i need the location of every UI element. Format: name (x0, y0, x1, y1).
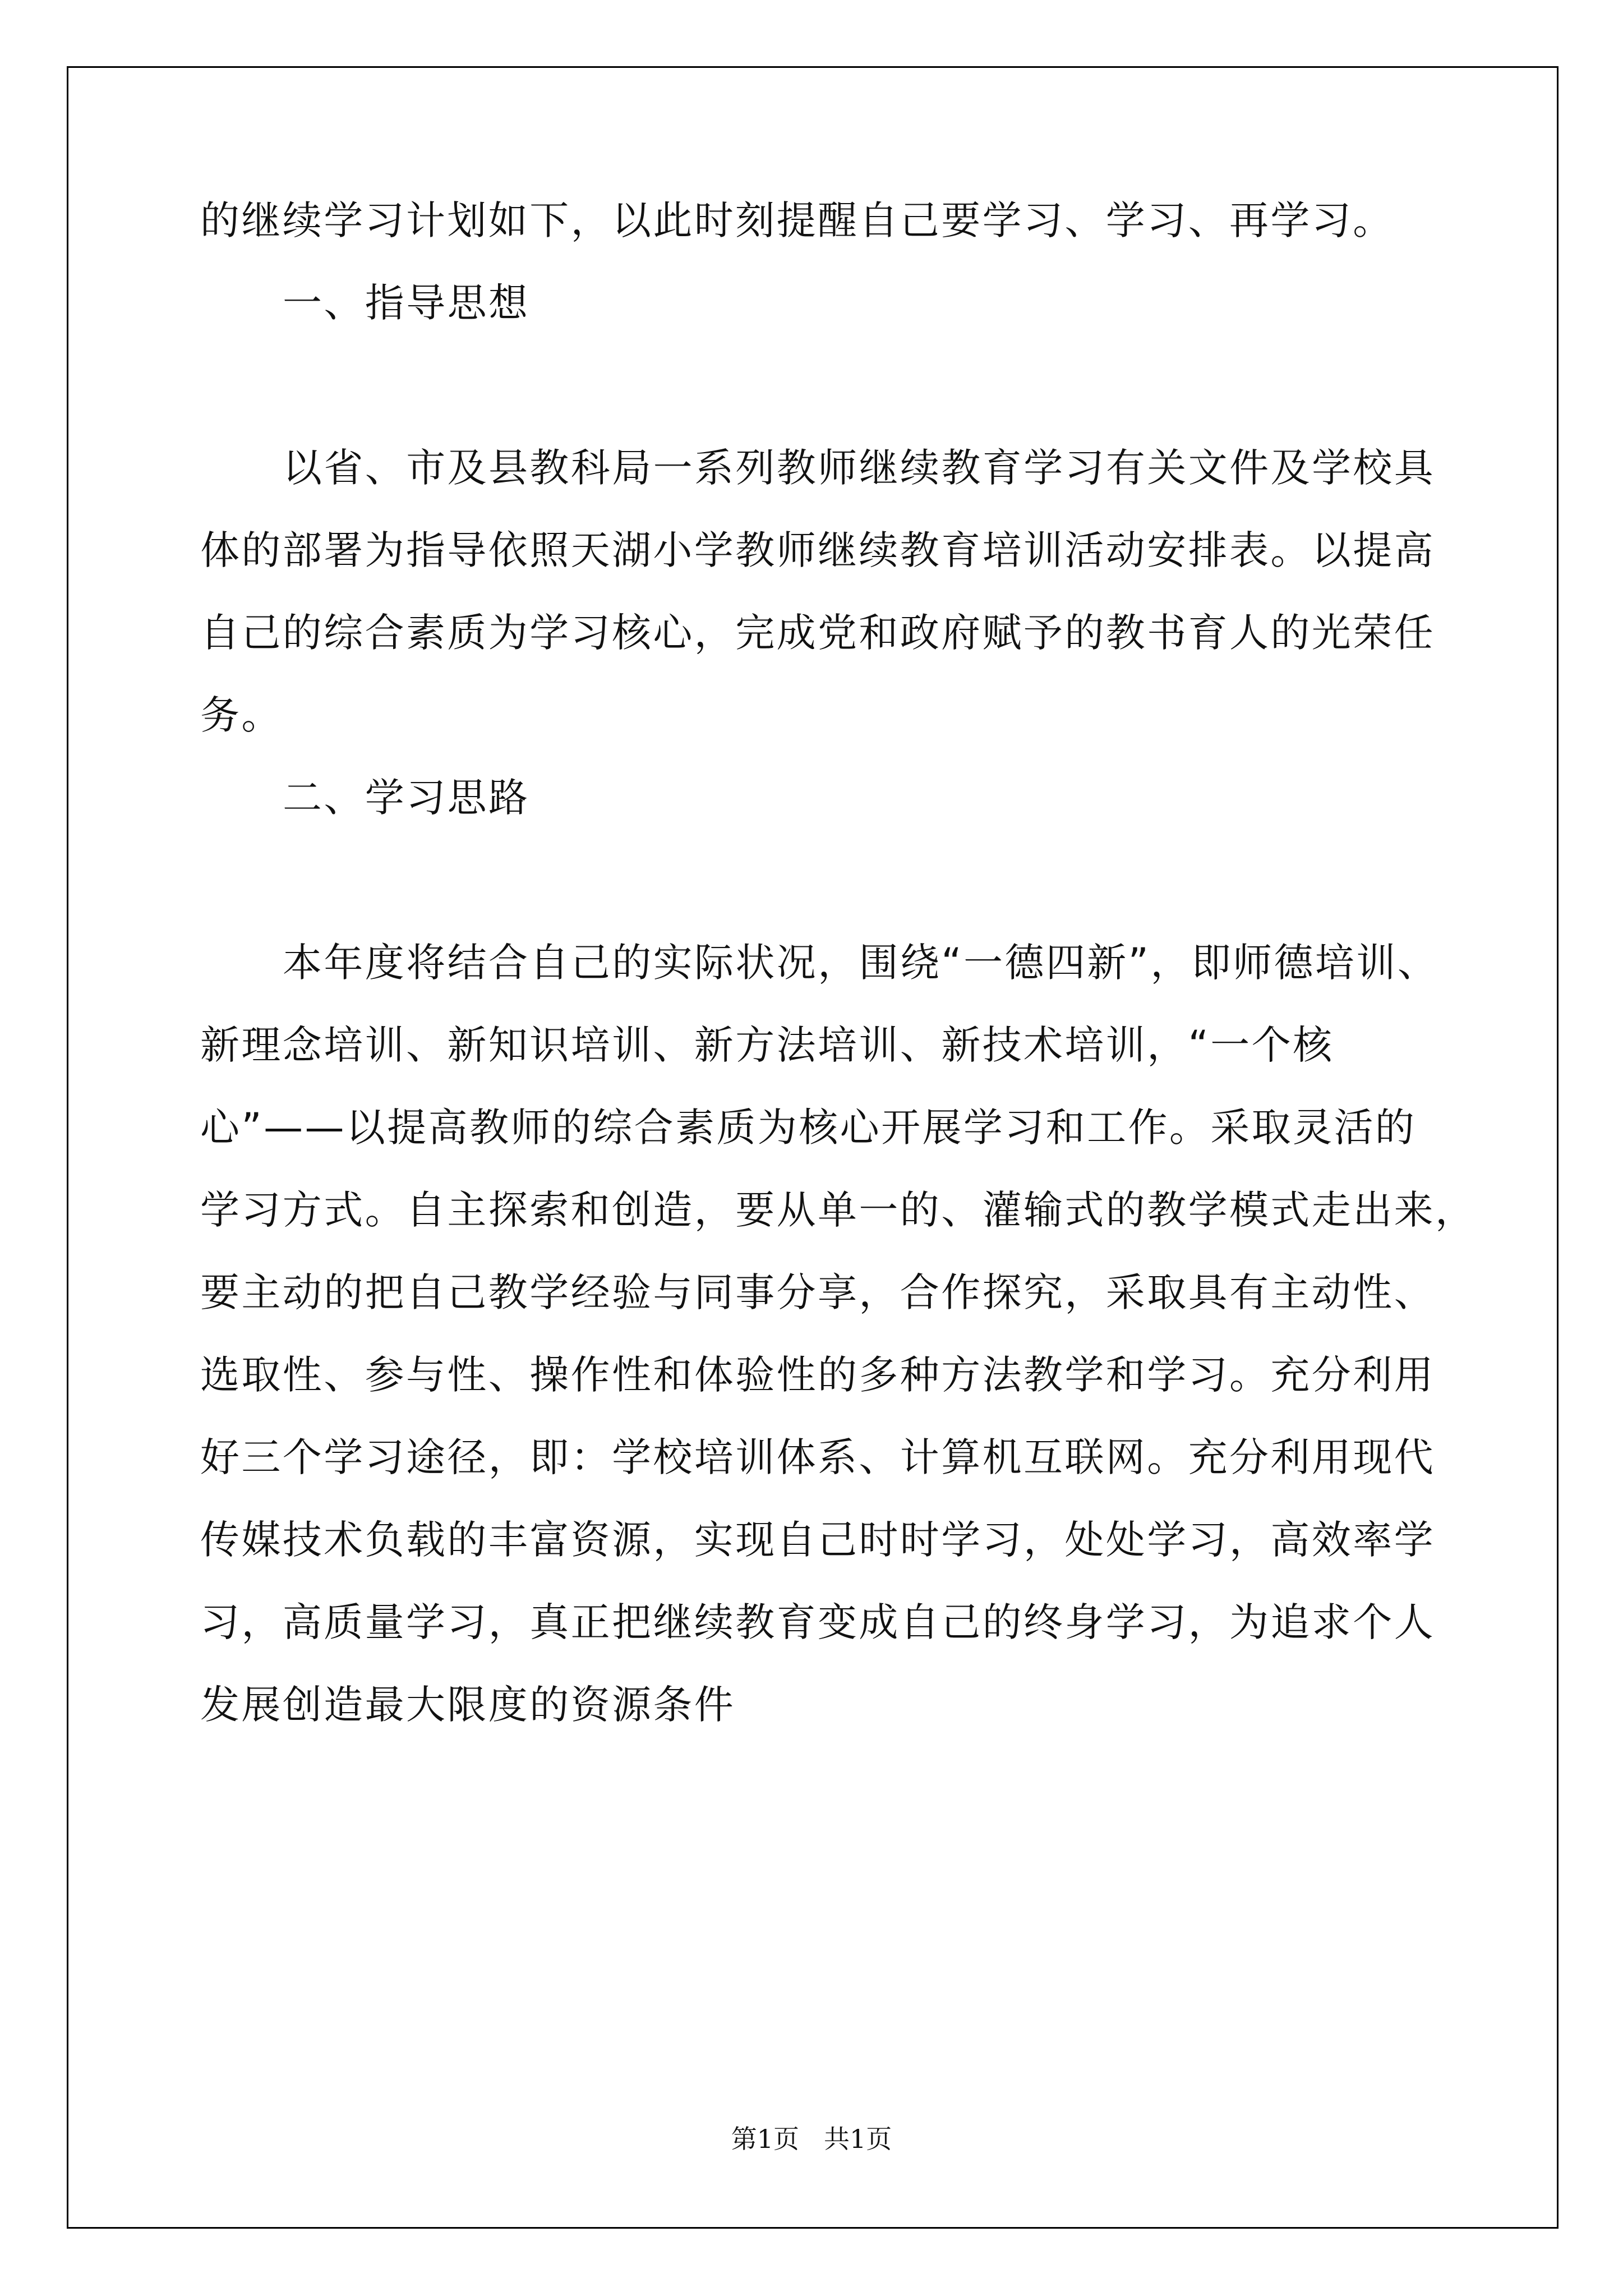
text-line: 好三个学习途径，即：学校培训体系、计算机互联网。充分利用现代 (200, 1434, 1435, 1480)
text-line: 新理念培训、新知识培训、新方法培训、新技术培训，“一个核 (200, 1022, 1334, 1068)
text-line: 本年度将结合自己的实际状况，围绕“一德四新”，即师德培训、 (283, 940, 1439, 986)
text-line: 自己的综合素质为学习核心，完成党和政府赋予的教书育人的光荣任 (200, 610, 1435, 656)
page-number: 第1页 (731, 2124, 799, 2154)
text-line: 体的部署为指导依照天湖小学教师继续教育培训活动安排表。以提高 (200, 527, 1435, 573)
section-heading: 二、学习思路 (283, 775, 530, 821)
page-total: 共1页 (824, 2124, 892, 2154)
text-line: 发展创造最大限度的资源条件 (200, 1682, 736, 1728)
text-line: 以省、市及县教科局一系列教师继续教育学习有关文件及学校具 (283, 445, 1436, 491)
page-footer (0, 2119, 1623, 2156)
text-line: 传媒技术负载的丰富资源，实现自己时时学习，处处学习，高效率学 (200, 1517, 1435, 1563)
text-line: 要主动的把自己教学经验与同事分享，合作探究，采取具有主动性、 (200, 1269, 1435, 1315)
text-line: 的继续学习计划如下，以此时刻提醒自己要学习、学习、再学习。 (200, 197, 1394, 243)
text-line: 学习方式。自主探索和创造，要从单一的、灌输式的教学模式走出来， (200, 1187, 1477, 1233)
section-heading: 一、指导思想 (283, 280, 530, 326)
text-line: 习，高质量学习，真正把继续教育变成自己的终身学习，为追求个人 (200, 1599, 1435, 1645)
text-line: 选取性、参与性、操作性和体验性的多种方法教学和学习。充分利用 (200, 1352, 1435, 1398)
text-line: 务。 (200, 692, 283, 738)
text-line: 心”——以提高教师的综合素质为核心开展学习和工作。采取灵活的 (200, 1105, 1417, 1151)
